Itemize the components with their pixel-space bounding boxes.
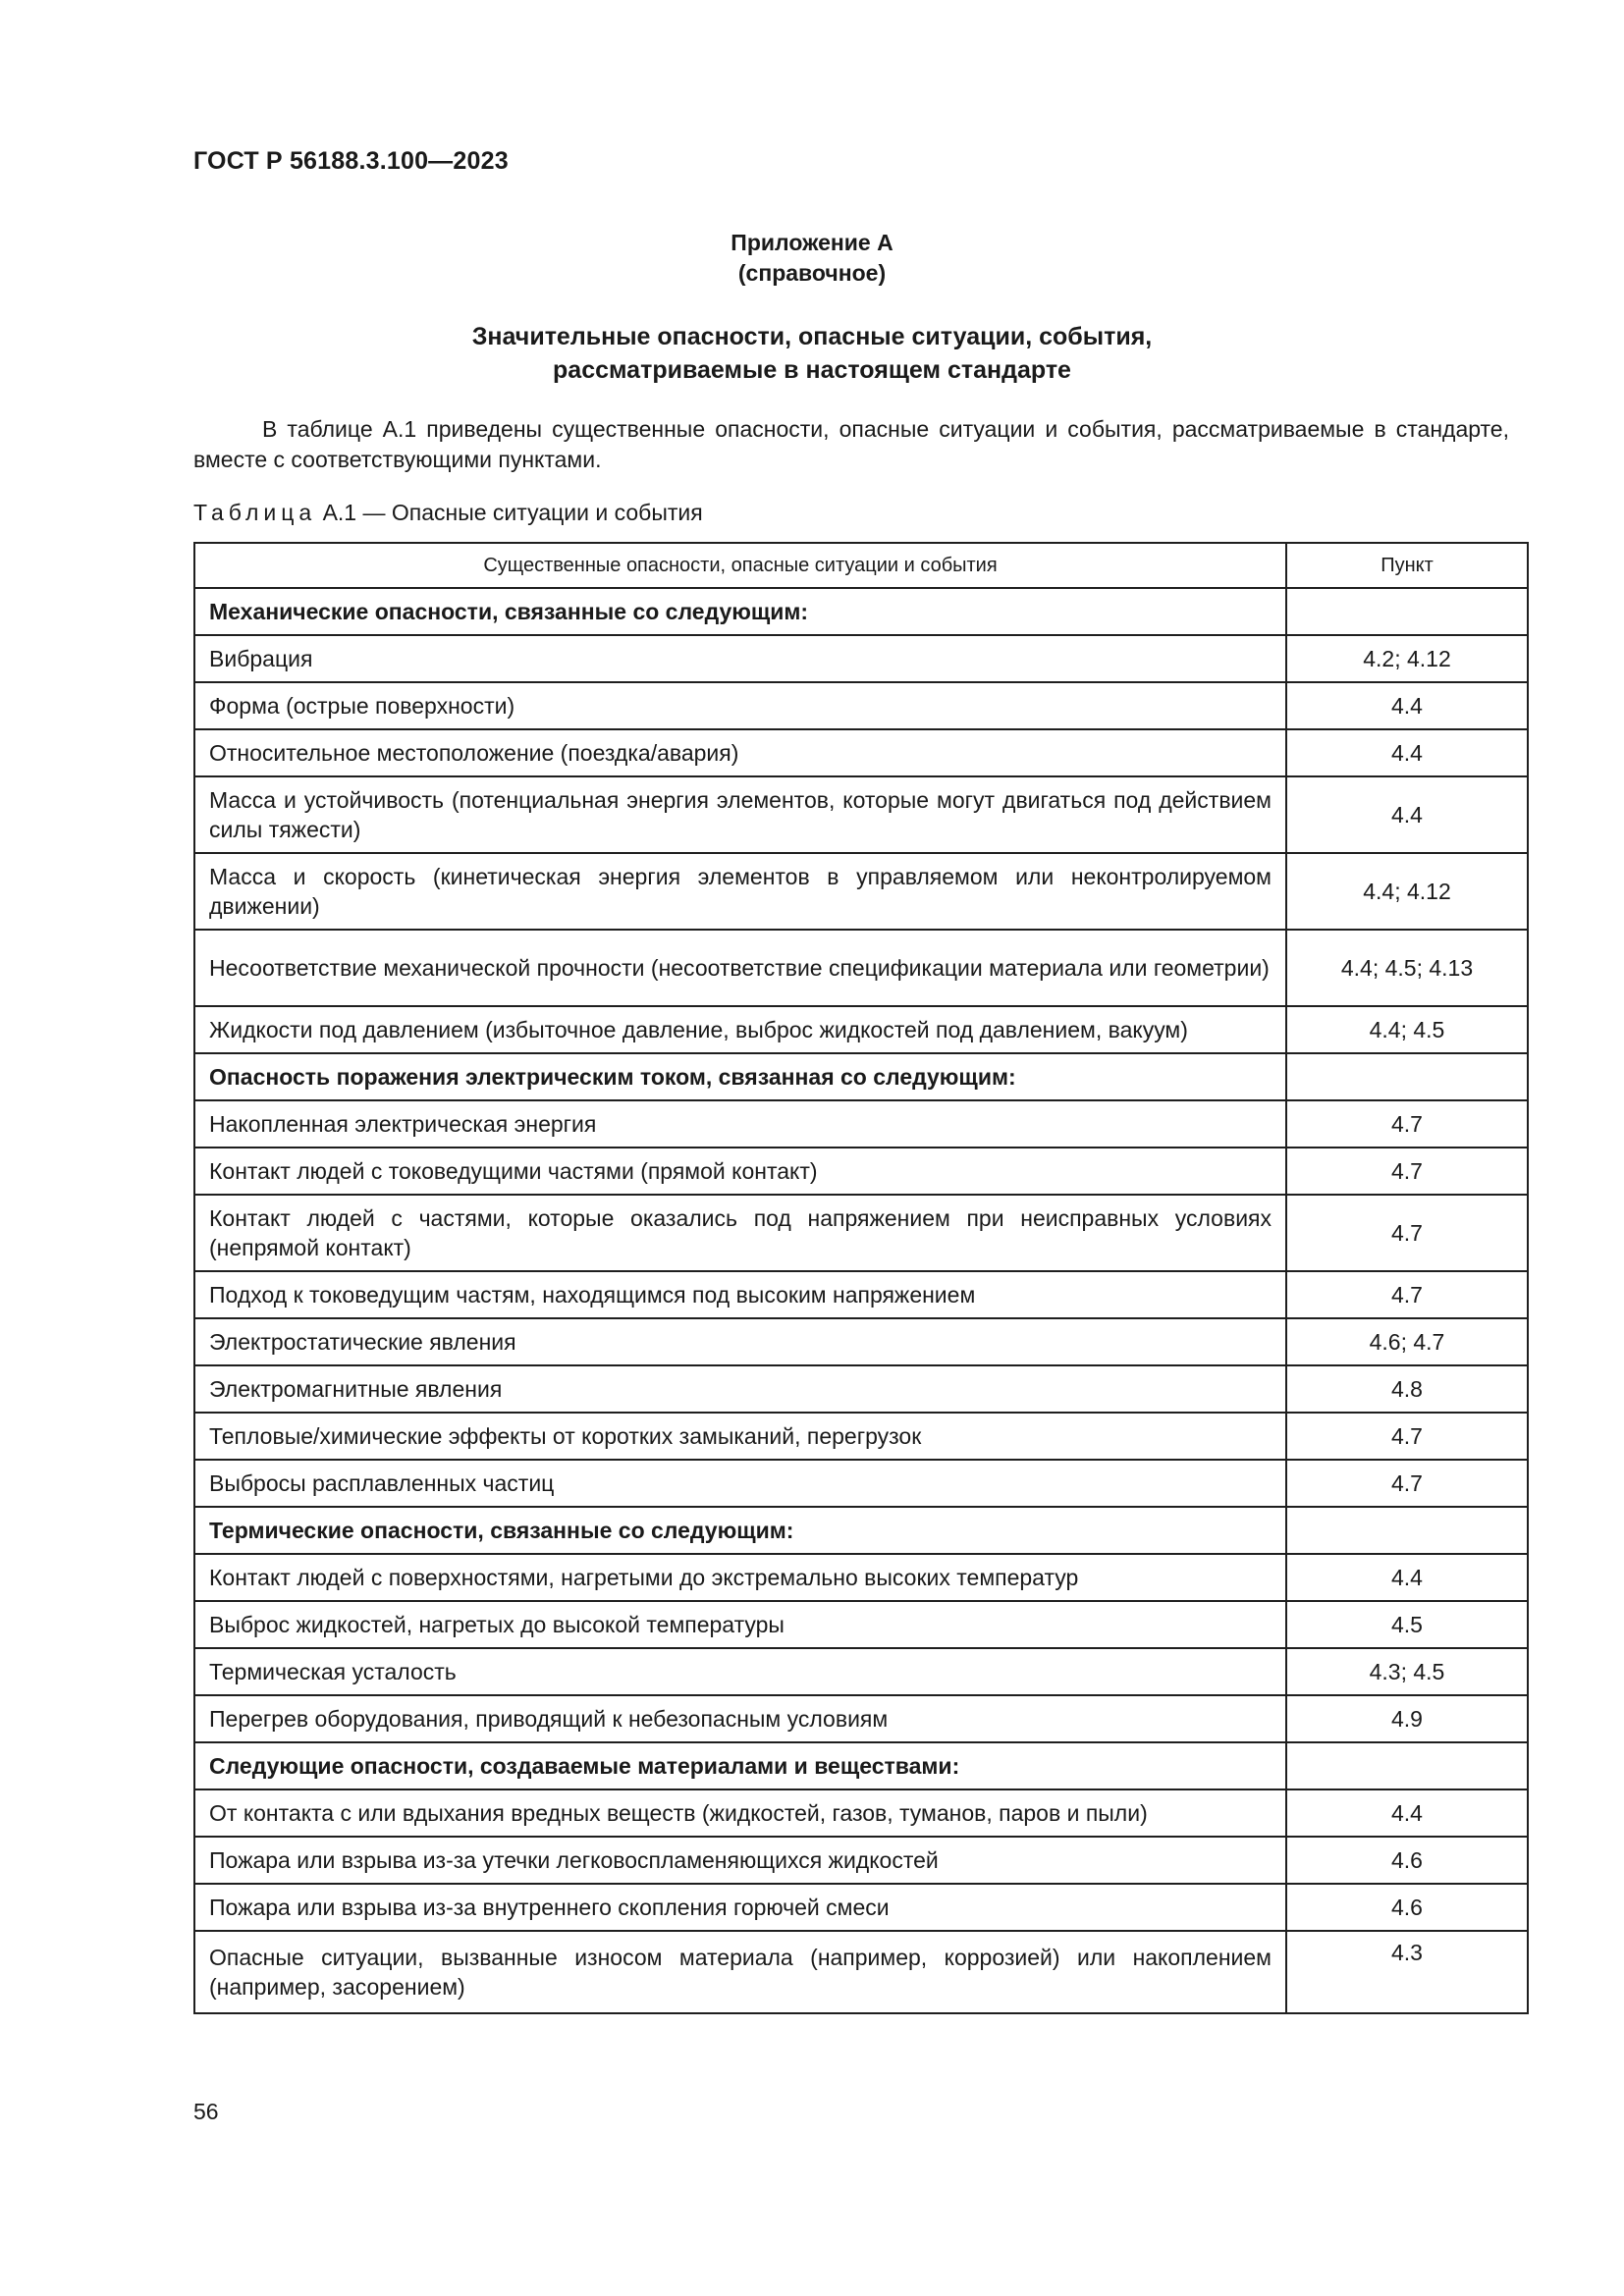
row-description: Несоответствие механической прочности (несоответствие спецификации материала или геометрии) [194,930,1286,1006]
table-row-section [194,1053,1528,1100]
table-row [194,1460,1528,1507]
row-clause [1286,588,1528,635]
table-row-section [194,588,1528,635]
table-caption [193,500,703,526]
row-description: Относительное местоположение (поездка/авария) [194,729,1286,776]
row-clause: 4.7 [1286,1413,1528,1460]
row-clause: 4.4 [1286,776,1528,853]
section-title-line-2: рассматриваемые в настоящем стандарте [553,356,1071,384]
table-row [194,1837,1528,1884]
row-description: Пожара или взрыва из-за внутреннего скопления горючей смеси [194,1884,1286,1931]
appendix-type: (справочное) [737,260,887,286]
table-row [194,1413,1528,1460]
row-description: Контакт людей с частями, которые оказались под напряжением при неисправных условиях (непрямой контакт) [194,1195,1286,1271]
row-description: Жидкости под давлением (избыточное давление, выброс жидкостей под давлением, вакуум) [194,1006,1286,1053]
appendix-title: Приложение А [731,230,893,255]
table-row [194,729,1528,776]
table-row [194,1695,1528,1742]
row-clause: 4.4; 4.12 [1286,853,1528,930]
table-row [194,1006,1528,1053]
row-description: Тепловые/химические эффекты от коротких замыканий, перегрузок [194,1413,1286,1460]
row-clause: 4.6; 4.7 [1286,1318,1528,1365]
row-clause: 4.3 [1286,1931,1528,2013]
table-row [194,930,1528,1006]
row-clause: 4.9 [1286,1695,1528,1742]
table-row [194,1318,1528,1365]
row-clause: 4.3; 4.5 [1286,1648,1528,1695]
row-clause: 4.7 [1286,1460,1528,1507]
row-description: Электростатические явления [194,1318,1286,1365]
section-title [0,320,1624,387]
row-description: Пожара или взрыва из-за утечки легковоспламеняющихся жидкостей [194,1837,1286,1884]
section-title-line-1: Значительные опасности, опасные ситуации, события, [471,323,1153,350]
appendix-heading [0,228,1624,289]
table-row [194,1931,1528,2013]
row-description: Опасность поражения электрическим током, связанная со следующим: [194,1053,1286,1100]
row-clause [1286,1507,1528,1554]
page-number: 56 [193,2099,219,2124]
row-description: Масса и устойчивость (потенциальная энергия элементов, которые могут двигаться под действием силы тяжести) [194,776,1286,853]
document-code: ГОСТ Р 56188.3.100—2023 [193,147,509,175]
row-description: Контакт людей с токоведущими частями (прямой контакт) [194,1148,1286,1195]
row-description: Электромагнитные явления [194,1365,1286,1413]
row-clause: 4.4 [1286,1554,1528,1601]
column-header-clause: Пункт [1286,543,1528,588]
table-row [194,1271,1528,1318]
table-row-section [194,1507,1528,1554]
table-row [194,1100,1528,1148]
table-caption-text: А.1 — Опасные ситуации и события [322,500,703,525]
row-clause: 4.7 [1286,1100,1528,1148]
row-clause: 4.4; 4.5 [1286,1006,1528,1053]
table-row-section [194,1742,1528,1789]
row-clause [1286,1053,1528,1100]
row-description: Масса и скорость (кинетическая энергия элементов в управляемом или неконтролируемом движении) [194,853,1286,930]
row-description: Форма (острые поверхности) [194,682,1286,729]
table-row [194,1554,1528,1601]
row-description: Вибрация [194,635,1286,682]
row-clause: 4.6 [1286,1884,1528,1931]
row-clause: 4.4 [1286,729,1528,776]
row-description: Механические опасности, связанные со следующим: [194,588,1286,635]
row-clause: 4.4 [1286,1789,1528,1837]
table-row [194,853,1528,930]
row-description: От контакта с или вдыхания вредных веществ (жидкостей, газов, туманов, паров и пыли) [194,1789,1286,1837]
intro-paragraph: В таблице А.1 приведены существенные опасности, опасные ситуации и события, рассматриваемые в стандарте, вместе с соответствующими пунктами. [193,416,1509,472]
row-description: Выбросы расплавленных частиц [194,1460,1286,1507]
table-row [194,1601,1528,1648]
row-clause: 4.2; 4.12 [1286,635,1528,682]
row-clause [1286,1742,1528,1789]
table-row [194,1884,1528,1931]
row-description: Накопленная электрическая энергия [194,1100,1286,1148]
table-header-row [194,543,1528,588]
hazards-table [193,542,1529,2014]
row-clause: 4.7 [1286,1271,1528,1318]
table-row [194,1365,1528,1413]
row-clause: 4.6 [1286,1837,1528,1884]
row-clause: 4.5 [1286,1601,1528,1648]
row-clause: 4.7 [1286,1195,1528,1271]
row-clause: 4.4; 4.5; 4.13 [1286,930,1528,1006]
row-description: Термические опасности, связанные со следующим: [194,1507,1286,1554]
row-description: Подход к токоведущим частям, находящимся под высоким напряжением [194,1271,1286,1318]
table-row [194,1648,1528,1695]
table-row [194,682,1528,729]
row-description: Термическая усталость [194,1648,1286,1695]
row-description: Следующие опасности, создаваемые материалами и веществами: [194,1742,1286,1789]
column-header-description: Существенные опасности, опасные ситуации и события [194,543,1286,588]
row-clause: 4.8 [1286,1365,1528,1413]
row-clause: 4.7 [1286,1148,1528,1195]
table-row [194,1148,1528,1195]
row-description: Выброс жидкостей, нагретых до высокой температуры [194,1601,1286,1648]
table-row [194,776,1528,853]
table-caption-prefix: Таблица [193,500,317,525]
table-row [194,1195,1528,1271]
table-row [194,635,1528,682]
row-clause: 4.4 [1286,682,1528,729]
row-description: Перегрев оборудования, приводящий к небезопасным условиям [194,1695,1286,1742]
row-description: Контакт людей с поверхностями, нагретыми до экстремально высоких температур [194,1554,1286,1601]
table-row [194,1789,1528,1837]
row-description: Опасные ситуации, вызванные износом материала (например, коррозией) или накоплением (например, засорением) [194,1931,1286,2013]
